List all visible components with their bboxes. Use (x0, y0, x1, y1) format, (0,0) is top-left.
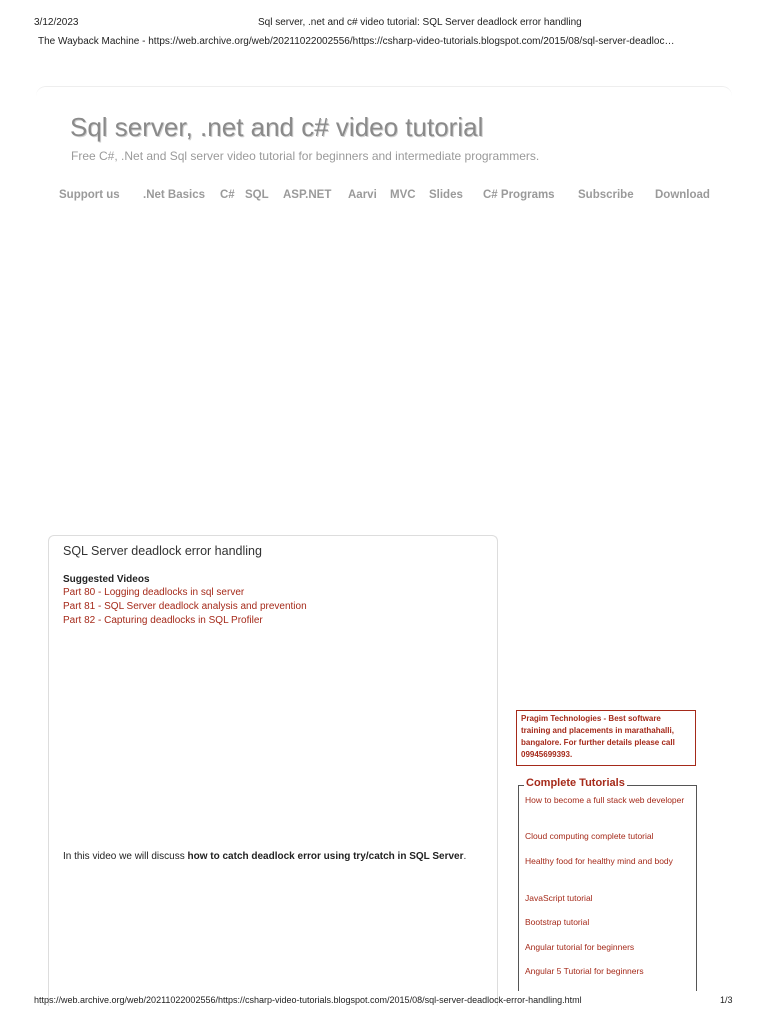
pragim-ad[interactable]: Pragim Technologies - Best software training and placements in marathahalli, bangalore. For further details please call 09945699393. (516, 710, 696, 766)
suggested-videos-heading: Suggested Videos (63, 574, 150, 585)
post-title: SQL Server deadlock error handling (63, 544, 262, 558)
print-date: 3/12/2023 (34, 17, 79, 28)
nav-subscribe[interactable]: Subscribe (578, 189, 634, 201)
nav-support-us[interactable]: Support us (59, 189, 120, 201)
nav-csharp[interactable]: C# (220, 189, 235, 201)
nav-aarvi[interactable]: Aarvi (348, 189, 377, 201)
intro-bold-text: how to catch deadlock error using try/catch in SQL Server (187, 851, 464, 862)
nav-bar (0, 189, 768, 205)
nav-slides[interactable]: Slides (429, 189, 463, 201)
print-page-number: 1/3 (720, 995, 733, 1005)
tutorial-link-bootstrap[interactable]: Bootstrap tutorial (525, 917, 590, 927)
nav-net-basics[interactable]: .Net Basics (143, 189, 206, 201)
nav-mvc[interactable]: MVC (390, 189, 416, 201)
nav-aspnet[interactable]: ASP.NET (283, 189, 332, 201)
print-footer-url: https://web.archive.org/web/20211022002556/https://csharp-video-tutorials.blogspot.com/2015/08/sql-server-deadlock-error-handling.html (34, 995, 582, 1005)
suggested-link-part-80[interactable]: Part 80 - Logging deadlocks in sql server (63, 587, 245, 598)
intro-end: . (463, 851, 467, 862)
intro-text: In this video we will discuss (63, 851, 188, 862)
tutorials-box (518, 785, 697, 991)
tutorials-heading: Complete Tutorials (526, 777, 625, 789)
wayback-banner: The Wayback Machine - https://web.archive.org/web/20211022002556/https://csharp-video-tutorials.blogspot.com/2015/08/sql-server-deadloc… (38, 36, 675, 47)
post-intro-paragraph (63, 850, 473, 864)
tutorial-link-full-stack[interactable]: How to become a full stack web developer (525, 795, 685, 805)
suggested-link-part-82[interactable]: Part 82 - Capturing deadlocks in SQL Profiler (63, 615, 263, 626)
tutorial-link-healthy-food[interactable]: Healthy food for healthy mind and body (525, 856, 673, 866)
print-page-title: Sql server, .net and c# video tutorial: SQL Server deadlock error handling (258, 17, 582, 28)
suggested-link-part-81[interactable]: Part 81 - SQL Server deadlock analysis and prevention (63, 601, 307, 612)
tutorial-link-angular[interactable]: Angular tutorial for beginners (525, 942, 635, 952)
site-description: Free C#, .Net and Sql server video tutorial for beginners and intermediate programmers. (71, 149, 540, 163)
tutorial-link-angular-5[interactable]: Angular 5 Tutorial for beginners (525, 966, 644, 976)
nav-download[interactable]: Download (655, 189, 710, 201)
site-title[interactable]: Sql server, .net and c# video tutorial (70, 112, 484, 142)
tutorial-link-javascript[interactable]: JavaScript tutorial (525, 893, 593, 903)
tutorial-link-cloud[interactable]: Cloud computing complete tutorial (525, 831, 654, 841)
nav-csharp-programs[interactable]: C# Programs (483, 189, 555, 201)
nav-sql[interactable]: SQL (245, 189, 269, 201)
